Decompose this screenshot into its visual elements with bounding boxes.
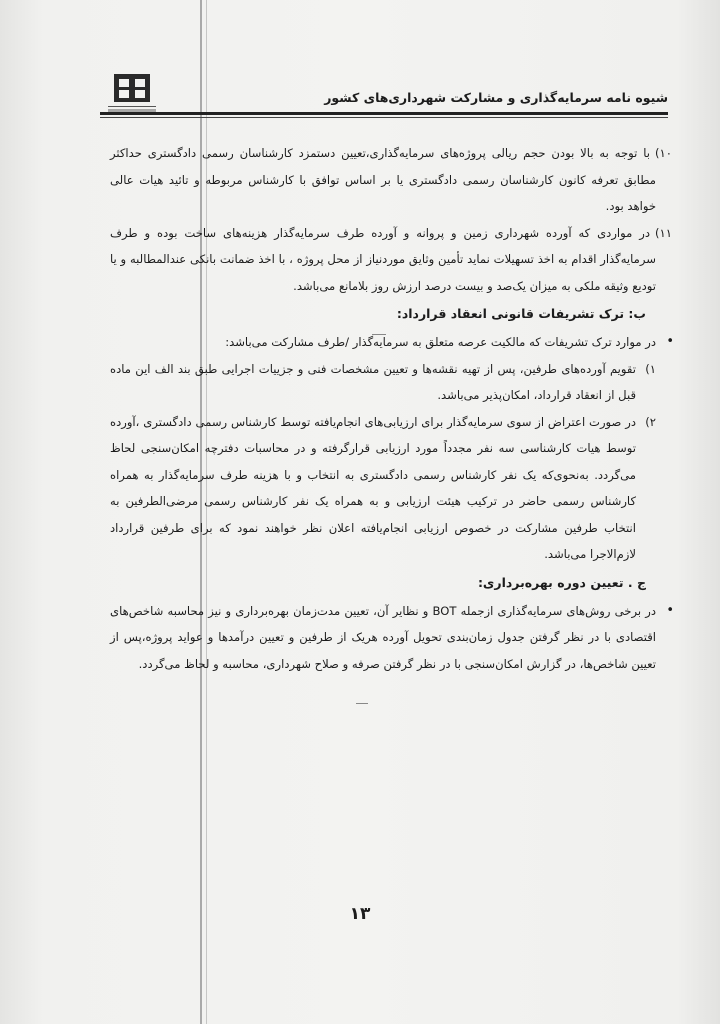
header-divider-thin bbox=[100, 117, 668, 118]
item-text: در مواردی که آورده شهرداری زمین و پروانه و آورده طرف سرمایه‌گذار هزینه‌های ساخت بوده و طرف سرمایه‌گذار اقدام به اخذ تسهیلات نماید تأمین وثایق موردنیاز از محل پروژه ، با اخذ ضمانت بانکی عندالمطالبه و یا تودیع وثیقه ملکی به میزان یک‌صد و بیست درصد ارزش روز بلامانع می‌باشد. bbox=[110, 225, 656, 293]
bullet-paragraph bbox=[110, 329, 674, 356]
page-header bbox=[100, 66, 668, 122]
section-intro-text: در موارد ترک تشریفات که مالکیت عرصه متعلق به سرمایه‌گذار /طرف مشارکت می‌باشد: bbox=[225, 335, 656, 349]
sub-item-text: در صورت اعتراض از سوی سرمایه‌گذار برای ارزیابی‌های انجام‌یافته توسط کارشناس رسمی دادگستری ،آورده توسط هیات کارشناسی سه نفر مجدداً مورد ارزیابی قرارگرفته و در محاسبات دفترچه امکان‌سنجی لحاظ می‌گردد. به‌نحوی‌که یک نفر کارشناس رسمی دادگستری به انتخاب و با هزینه طرف سرمایه‌گذار به همراه کارشناس رسمی حاضر در ترکیب هیئت ارزیابی و به همراه یک نفر کارشناس رسمی مرضی‌الطرفین به انتخاب طرفین مشارکت در خصوص ارزیابی انجام‌یافته اعلان نظر خواهند نمود که برای طرفین قرارداد لازم‌الاجرا می‌باشد. bbox=[110, 414, 636, 561]
sub-list-item bbox=[110, 409, 656, 568]
bullet-marker: • bbox=[666, 602, 674, 618]
section-heading: ب: ترک تشریفات قانونی انعقاد قرارداد: bbox=[396, 306, 646, 321]
sub-item-text: تقویم آورده‌های طرفین، پس از تهیه نقشه‌ها و تعیین مشخصات فنی و جزییات اجرایی طبق بند الف این ماده قبل از انعقاد قرارداد، امکان‌پذیر می‌باشد. bbox=[110, 361, 636, 402]
sub-list-item bbox=[110, 356, 656, 409]
numbered-item bbox=[110, 140, 672, 220]
bullet-paragraph bbox=[110, 598, 674, 678]
sub-list bbox=[110, 356, 656, 568]
item-number: ۱۰) bbox=[655, 146, 672, 160]
organization-logo-icon bbox=[106, 72, 158, 116]
sub-item-number: ۱) bbox=[645, 361, 656, 376]
numbered-item bbox=[110, 220, 672, 300]
document-title: شیوه نامه سرمایه‌گذاری و مشارکت شهرداری‌های کشور bbox=[324, 90, 668, 105]
header-divider bbox=[100, 112, 668, 115]
stray-mark bbox=[372, 334, 386, 335]
section-heading: ج . تعیین دوره بهره‌برداری: bbox=[477, 574, 646, 590]
page-content bbox=[110, 140, 674, 677]
bullet-marker: • bbox=[666, 334, 674, 349]
stray-mark bbox=[356, 703, 368, 704]
section-body-text: در برخی روش‌های سرمایه‌گذاری ازجمله BOT و نظایر آن، تعیین مدت‌زمان بهره‌برداری و نیز محاسبه شاخص‌های اقتصادی با در نظر گرفتن جدول زمان‌بندی تحویل آورده هریک از طرفین و تعیین درآمدها و عواید پروژه،پس از تعیین شاخص‌ها، در گزارش امکان‌سنجی با در نظر گرفتن صرفه و صلاح شهرداری، محاسبه و لحاظ می‌گردد. bbox=[110, 603, 656, 671]
sub-item-number: ۲) bbox=[645, 414, 656, 429]
page-number: ۱۳ bbox=[349, 904, 371, 924]
item-text: با توجه به بالا بودن حجم ریالی پروژه‌های سرمایه‌گذاری،تعیین دستمزد کارشناسان رسمی دادگستری حداکثر مطابق تعرفه کانون کارشناسان رسمی دادگستری یا بر اساس توافق با کارشناس مربوطه و تائید هیات عالی خواهد بود. bbox=[110, 146, 656, 213]
item-number: ۱۱) bbox=[655, 225, 672, 240]
